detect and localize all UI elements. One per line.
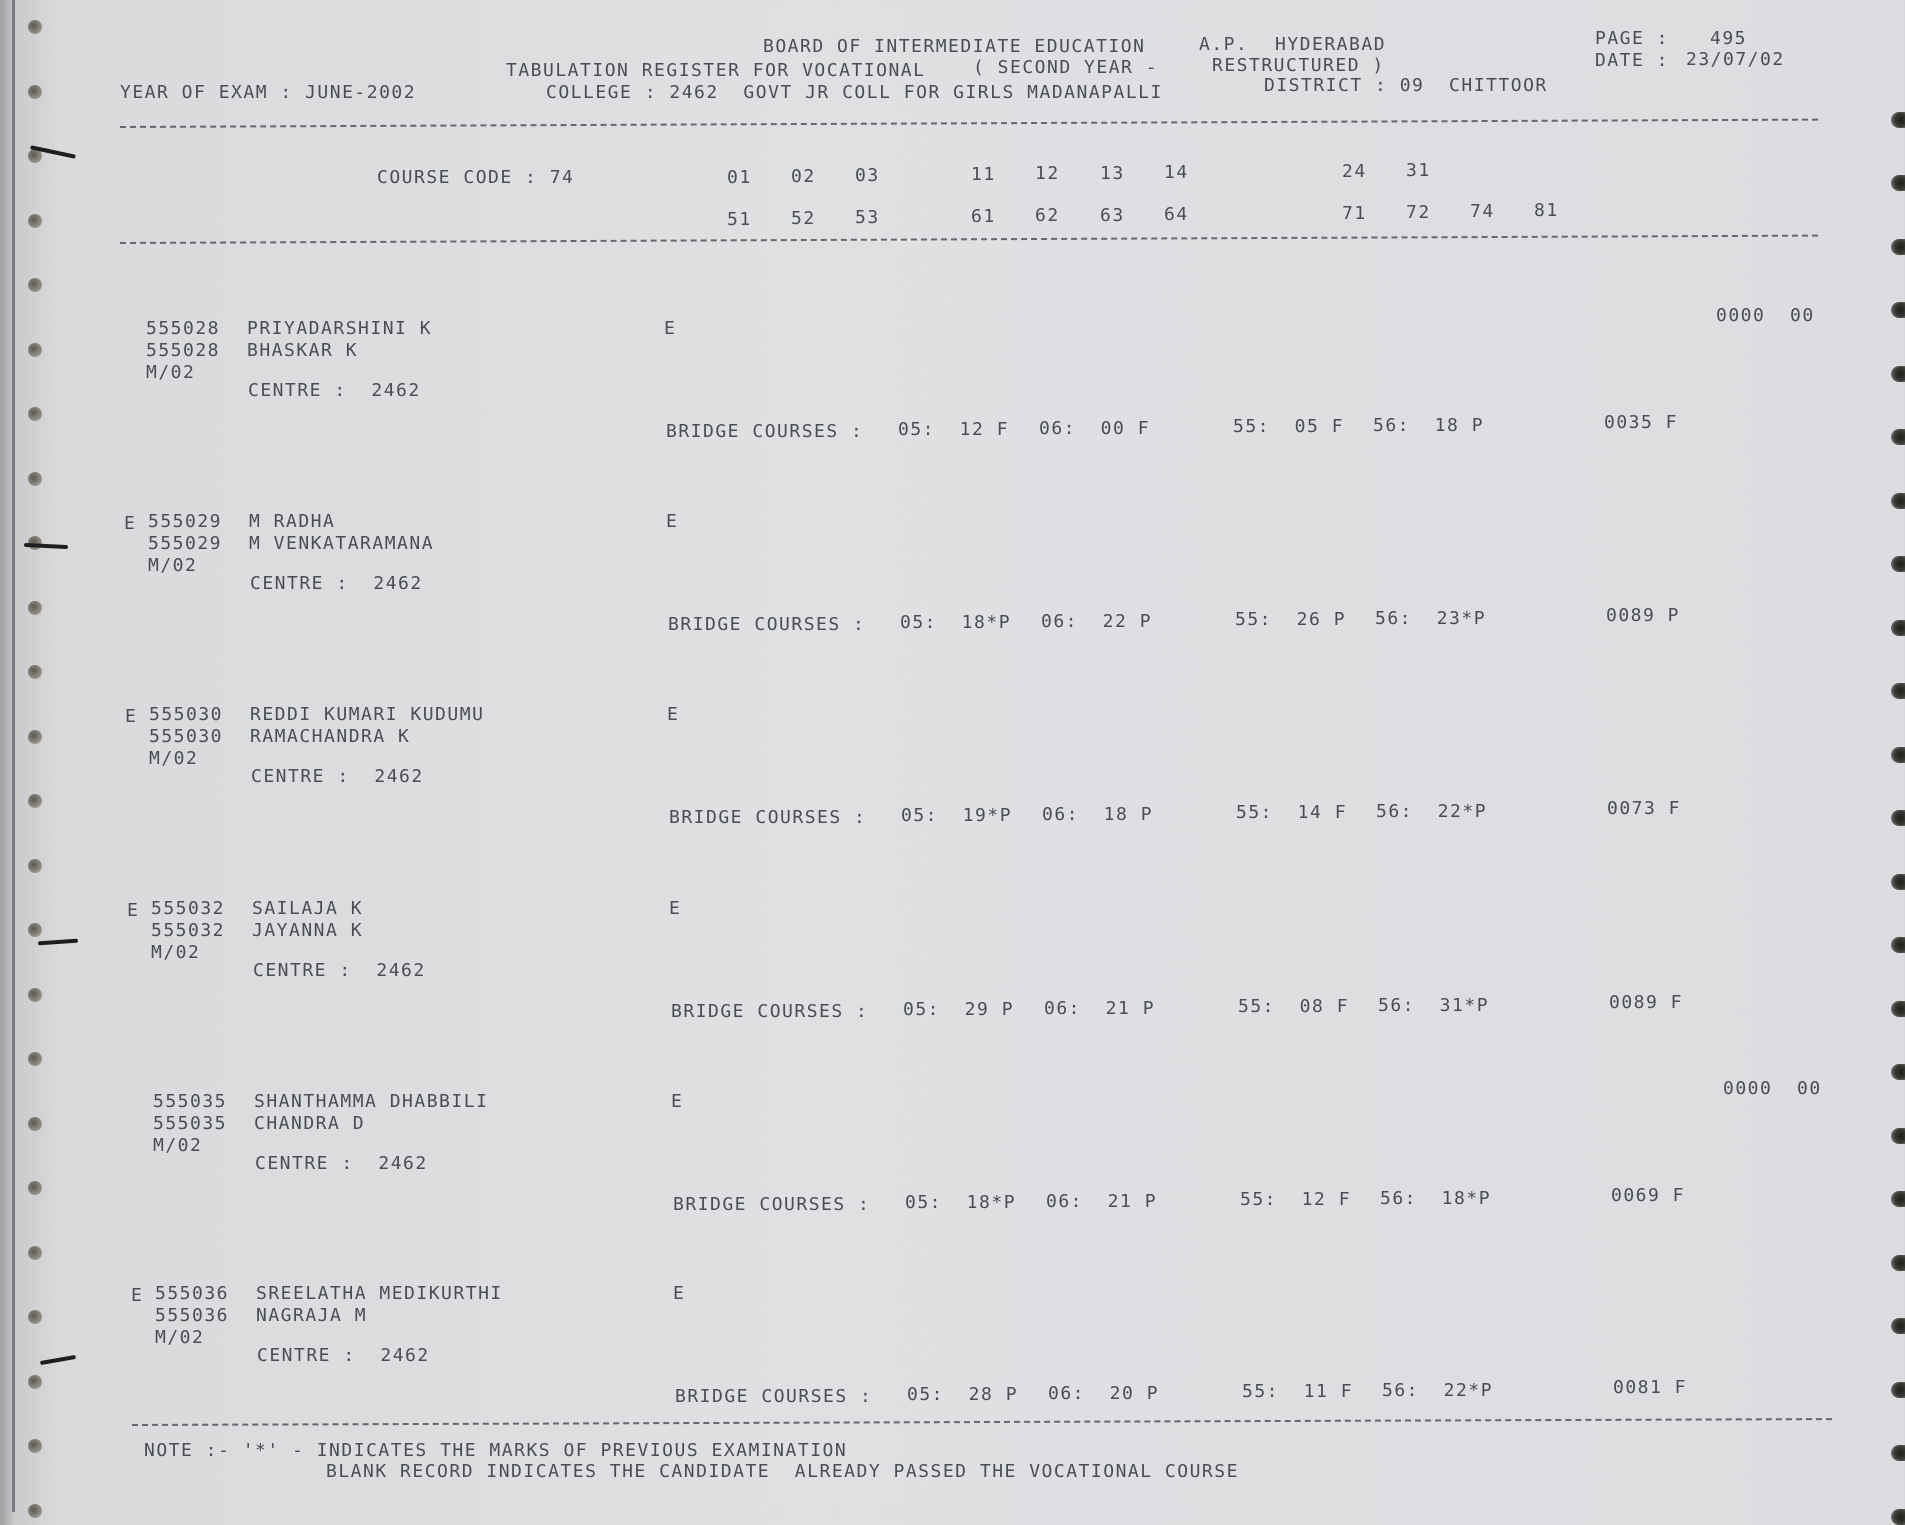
- bridge-course-06: 06: 00 F: [1039, 418, 1151, 439]
- parent-name: NAGRAJA M: [256, 1305, 368, 1326]
- binder-hole: [28, 923, 42, 937]
- board-title: BOARD OF INTERMEDIATE EDUCATION: [763, 36, 1146, 57]
- binder-hole: [28, 278, 42, 292]
- bridge-course-06: 06: 22 P: [1041, 611, 1153, 632]
- course-code: 31: [1406, 159, 1431, 181]
- binding-edge: [12, 0, 15, 1512]
- exam-code: M/02: [146, 362, 196, 383]
- college-info: COLLEGE : 2462 GOVT JR COLL FOR GIRLS MADANAPALLI: [546, 82, 1163, 103]
- course-code: 11: [971, 164, 996, 186]
- course-code: 02: [791, 166, 816, 188]
- print-date: 23/07/02: [1686, 49, 1785, 70]
- tractor-hole: [1891, 1382, 1905, 1398]
- bridge-course-56: 56: 31*P: [1378, 995, 1490, 1016]
- candidate-name: SAILAJA K: [252, 898, 364, 919]
- note-line-2: BLANK RECORD INDICATES THE CANDIDATE ALREADY PASSED THE VOCATIONAL COURSE: [326, 1461, 1239, 1482]
- candidate-name: PRIYADARSHINI K: [247, 318, 433, 339]
- pen-mark: [40, 1355, 76, 1365]
- course-code: 71: [1342, 202, 1367, 224]
- tractor-hole: [1891, 1255, 1905, 1271]
- parent-name: JAYANNA K: [252, 920, 364, 941]
- bridge-label: BRIDGE COURSES :: [675, 1386, 873, 1407]
- bridge-label: BRIDGE COURSES :: [669, 807, 867, 828]
- binder-hole: [28, 859, 42, 873]
- binder-hole: [28, 214, 42, 228]
- state-label: A.P.: [1199, 34, 1249, 55]
- status-flag: E: [671, 1091, 684, 1112]
- course-code: 64: [1164, 203, 1189, 225]
- bridge-course-56: 56: 18 P: [1373, 415, 1485, 436]
- registration-number: 555030: [149, 704, 224, 725]
- pen-mark: [38, 939, 78, 946]
- course-code: 12: [1035, 163, 1060, 185]
- tractor-hole: [1891, 1509, 1905, 1525]
- binder-hole: [28, 1310, 42, 1324]
- registration-number-repeat: 555032: [151, 920, 226, 941]
- bridge-total: 0035 F: [1604, 412, 1679, 433]
- course-code: 51: [727, 209, 752, 230]
- binder-hole: [28, 1052, 42, 1066]
- centre-info: CENTRE : 2462: [251, 766, 424, 787]
- binder-hole: [28, 472, 42, 486]
- exam-code: M/02: [148, 555, 198, 576]
- tractor-hole: [1891, 683, 1905, 699]
- bridge-course-05: 05: 29 P: [903, 999, 1015, 1020]
- status-flag: E: [667, 704, 680, 725]
- parent-name: RAMACHANDRA K: [250, 726, 411, 747]
- course-code: 13: [1100, 162, 1125, 184]
- tractor-hole: [1891, 1001, 1905, 1017]
- marks-total-blank: 0000 00: [1716, 305, 1815, 326]
- binder-hole: [28, 730, 42, 744]
- date-label: DATE :: [1595, 50, 1670, 71]
- bridge-label: BRIDGE COURSES :: [668, 614, 866, 635]
- tractor-hole: [1891, 556, 1905, 572]
- binder-hole: [28, 665, 42, 679]
- header-divider: [120, 119, 1818, 128]
- tractor-hole: [1891, 1191, 1905, 1207]
- tractor-hole: [1891, 1128, 1905, 1144]
- bridge-label: BRIDGE COURSES :: [673, 1194, 871, 1215]
- bridge-course-06: 06: 20 P: [1048, 1383, 1160, 1404]
- candidate-name: SHANTHAMMA DHABBILI: [254, 1091, 489, 1112]
- bridge-course-55: 55: 14 F: [1236, 802, 1348, 823]
- course-code: 03: [855, 165, 880, 187]
- bridge-course-56: 56: 22*P: [1382, 1380, 1494, 1401]
- status-flag: E: [664, 318, 677, 339]
- page-label: PAGE :: [1595, 28, 1670, 49]
- binder-hole: [28, 20, 42, 34]
- marks-total-blank: 0000 00: [1723, 1078, 1822, 1099]
- parent-name: M VENKATARAMANA: [249, 533, 435, 554]
- binder-hole: [28, 1375, 42, 1389]
- bridge-total: 0069 F: [1611, 1185, 1686, 1206]
- tractor-hole: [1891, 302, 1905, 318]
- tractor-hole: [1891, 1064, 1905, 1080]
- bridge-course-05: 05: 18*P: [900, 612, 1012, 633]
- bridge-course-55: 55: 08 F: [1238, 996, 1350, 1017]
- binder-hole: [28, 794, 42, 808]
- binder-hole: [28, 988, 42, 1002]
- record-prefix: E: [125, 706, 138, 727]
- tractor-hole: [1891, 493, 1905, 509]
- centre-info: CENTRE : 2462: [250, 573, 423, 594]
- bridge-label: BRIDGE COURSES :: [666, 421, 864, 442]
- tractor-hole: [1891, 112, 1905, 128]
- bridge-course-55: 55: 05 F: [1233, 416, 1345, 437]
- status-flag: E: [666, 511, 679, 532]
- binder-hole: [28, 85, 42, 99]
- candidate-name: M RADHA: [249, 511, 336, 532]
- bridge-course-05: 05: 28 P: [907, 1384, 1019, 1405]
- note-line-1: NOTE :- '*' - INDICATES THE MARKS OF PREVIOUS EXAMINATION: [144, 1440, 848, 1461]
- registration-number-repeat: 555028: [146, 340, 221, 361]
- course-code: 72: [1406, 201, 1431, 223]
- course-code: 63: [1100, 204, 1125, 226]
- bridge-course-55: 55: 12 F: [1240, 1189, 1352, 1210]
- year-type: ( SECOND YEAR -: [973, 57, 1159, 78]
- course-code: 62: [1035, 205, 1060, 227]
- parent-name: CHANDRA D: [254, 1113, 366, 1134]
- bridge-total: 0073 F: [1607, 798, 1682, 819]
- tractor-hole: [1891, 620, 1905, 636]
- register-title: TABULATION REGISTER FOR VOCATIONAL: [506, 60, 926, 81]
- tractor-hole: [1891, 810, 1905, 826]
- district-info: DISTRICT : 09 CHITTOOR: [1264, 75, 1548, 96]
- year-of-exam: YEAR OF EXAM : JUNE-2002: [120, 82, 417, 103]
- registration-number-repeat: 555036: [155, 1305, 230, 1326]
- course-code-label: COURSE CODE : 74: [377, 167, 575, 188]
- binder-hole: [28, 1246, 42, 1260]
- candidate-name: SREELATHA MEDIKURTHI: [256, 1283, 503, 1304]
- exam-code: M/02: [153, 1135, 203, 1156]
- tractor-hole: [1891, 747, 1905, 763]
- bridge-total: 0089 F: [1609, 992, 1684, 1013]
- binder-hole: [28, 407, 42, 421]
- centre-info: CENTRE : 2462: [253, 960, 426, 981]
- tractor-hole: [1891, 429, 1905, 445]
- bridge-course-06: 06: 18 P: [1042, 804, 1154, 825]
- restructured-label: RESTRUCTURED ): [1212, 55, 1385, 76]
- bridge-course-05: 05: 18*P: [905, 1192, 1017, 1213]
- bridge-label: BRIDGE COURSES :: [671, 1001, 869, 1022]
- binder-hole: [28, 1181, 42, 1195]
- registration-number: 555032: [151, 898, 226, 919]
- registration-number: 555035: [153, 1091, 228, 1112]
- footer-divider: [132, 1418, 1832, 1426]
- binder-hole: [28, 343, 42, 357]
- course-divider: [120, 235, 1818, 244]
- parent-name: BHASKAR K: [247, 340, 359, 361]
- registration-number: 555028: [146, 318, 221, 339]
- tractor-hole: [1891, 1318, 1905, 1334]
- course-code: 24: [1342, 160, 1367, 182]
- bridge-course-56: 56: 23*P: [1375, 608, 1487, 629]
- tractor-hole: [1891, 874, 1905, 890]
- exam-code: M/02: [149, 748, 199, 769]
- status-flag: E: [673, 1283, 686, 1304]
- registration-number-repeat: 555035: [153, 1113, 228, 1134]
- record-prefix: E: [131, 1285, 144, 1306]
- registration-number: 555029: [148, 511, 223, 532]
- centre-info: CENTRE : 2462: [257, 1345, 430, 1366]
- bridge-course-55: 55: 11 F: [1242, 1381, 1354, 1402]
- city-label: HYDERABAD: [1275, 34, 1387, 55]
- binder-hole: [28, 601, 42, 615]
- binder-hole: [28, 1117, 42, 1131]
- registration-number: 555036: [155, 1283, 230, 1304]
- registration-number-repeat: 555029: [148, 533, 223, 554]
- tractor-hole: [1891, 366, 1905, 382]
- bridge-course-55: 55: 26 P: [1235, 609, 1347, 630]
- bridge-course-06: 06: 21 P: [1046, 1191, 1158, 1212]
- bridge-course-05: 05: 12 F: [898, 419, 1010, 440]
- record-prefix: E: [127, 900, 140, 921]
- course-code: 52: [791, 208, 816, 230]
- bridge-total: 0089 P: [1606, 605, 1681, 626]
- course-code: 61: [971, 206, 996, 228]
- course-code: 81: [1534, 200, 1559, 221]
- course-code: 14: [1164, 161, 1189, 183]
- registration-number-repeat: 555030: [149, 726, 224, 747]
- binder-hole: [28, 1504, 42, 1518]
- tractor-hole: [1891, 175, 1905, 191]
- bridge-course-56: 56: 18*P: [1380, 1188, 1492, 1209]
- centre-info: CENTRE : 2462: [248, 380, 421, 401]
- course-code: 01: [727, 167, 752, 188]
- tractor-hole: [1891, 937, 1905, 953]
- bridge-course-05: 05: 19*P: [901, 805, 1013, 826]
- exam-code: M/02: [151, 942, 201, 963]
- bridge-course-06: 06: 21 P: [1044, 998, 1156, 1019]
- bridge-course-56: 56: 22*P: [1376, 801, 1488, 822]
- bridge-total: 0081 F: [1613, 1377, 1688, 1398]
- course-code: 53: [855, 207, 880, 229]
- tractor-hole: [1891, 239, 1905, 255]
- tractor-hole: [1891, 1445, 1905, 1461]
- centre-info: CENTRE : 2462: [255, 1153, 428, 1174]
- record-prefix: E: [124, 513, 137, 534]
- status-flag: E: [669, 898, 682, 919]
- candidate-name: REDDI KUMARI KUDUMU: [250, 704, 485, 725]
- page-number: 495: [1710, 28, 1748, 49]
- binder-hole: [28, 1439, 42, 1453]
- exam-code: M/02: [155, 1327, 205, 1348]
- course-code: 74: [1470, 200, 1495, 222]
